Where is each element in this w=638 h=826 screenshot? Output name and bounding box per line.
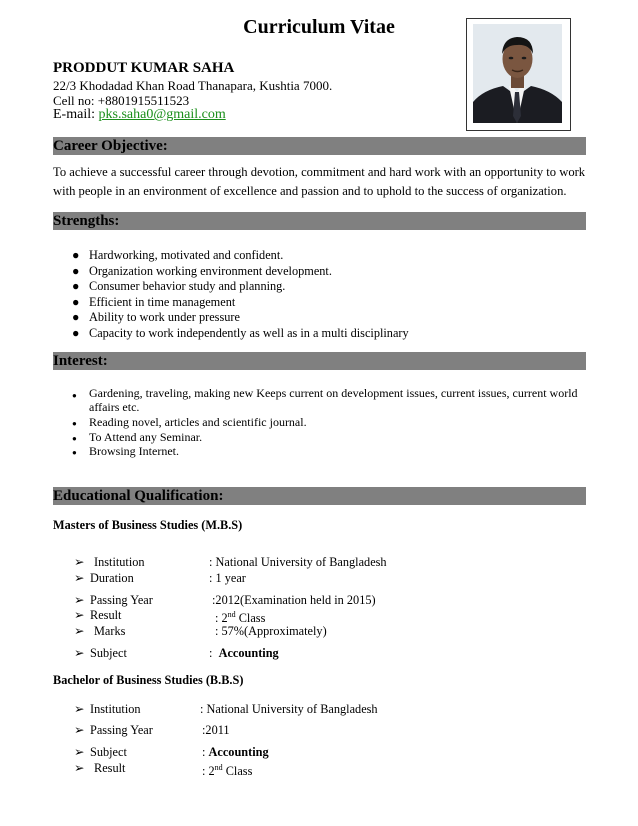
list-item	[70, 295, 409, 311]
list-item-text: Ability to work under pressure	[89, 310, 240, 324]
list-item-text: Capacity to work independently as well as in a multi disciplinary	[89, 325, 409, 340]
arrow-bullet-icon: ➢	[74, 624, 85, 638]
disc-bullet-icon: ●	[72, 433, 77, 443]
row-value	[202, 744, 269, 760]
section-strengths: Strengths:	[53, 212, 586, 230]
bbs-heading: Bachelor of Business Studies (B.B.S)	[53, 673, 244, 687]
subject-prefix: :	[202, 745, 209, 759]
row-label: Result	[94, 761, 126, 775]
disc-bullet-icon: ●	[72, 279, 80, 293]
arrow-bullet-icon: ➢	[74, 608, 85, 622]
subject-value: Accounting	[218, 646, 279, 660]
result-sup: nd	[227, 610, 236, 619]
page-title: Curriculum Vitae	[243, 16, 395, 38]
row-value: : 1 year	[209, 571, 246, 585]
arrow-bullet-icon: ➢	[74, 723, 85, 737]
address-text: 22/3 Khodadad Khan Road Thanapara, Kushtia 7000.	[53, 78, 333, 93]
list-item	[70, 248, 409, 264]
list-item	[70, 264, 409, 280]
contact-block	[53, 78, 332, 108]
profile-photo	[466, 18, 571, 131]
row-value: : 57%(Approximately)	[215, 624, 327, 638]
portrait-icon	[473, 24, 562, 123]
email-link[interactable]: pks.saha0@gmail.com	[98, 107, 226, 122]
result-prefix: : 2	[202, 764, 215, 779]
list-item	[70, 310, 409, 326]
list-item	[70, 444, 580, 459]
list-item-text: Hardworking, motivated and confident.	[89, 248, 284, 262]
list-item	[70, 279, 409, 295]
row-label: Passing Year	[90, 593, 153, 607]
disc-bullet-icon: ●	[72, 248, 80, 262]
row-label: Result	[90, 608, 122, 622]
row-label: Marks	[94, 624, 126, 638]
list-item-text: To Attend any Seminar.	[89, 429, 203, 444]
row-value: : National University of Bangladesh	[209, 555, 387, 569]
arrow-bullet-icon: ➢	[74, 745, 85, 759]
cell-text: Cell no: +8801915511523	[53, 93, 190, 108]
list-item-text: Gardening, traveling, making new Keeps current on development issues, current issues, current world affairs etc.	[89, 386, 578, 414]
row-value	[202, 760, 252, 779]
list-item	[70, 387, 580, 414]
disc-bullet-icon: ●	[72, 263, 80, 278]
arrow-bullet-icon: ➢	[74, 646, 85, 660]
disc-bullet-icon: ●	[72, 310, 80, 324]
row-value: :2011	[202, 723, 230, 737]
list-item	[70, 326, 409, 342]
result-prefix: : 2	[215, 611, 228, 626]
disc-bullet-icon: ●	[72, 294, 80, 309]
section-career-objective: Career Objective:	[53, 137, 586, 155]
email-label: E-mail:	[53, 107, 99, 122]
disc-bullet-icon: ●	[72, 419, 77, 428]
row-label: Institution	[94, 555, 145, 569]
section-education: Educational Qualification:	[53, 487, 586, 505]
subject-value: Accounting	[208, 745, 269, 759]
list-item-text: Consumer behavior study and planning.	[89, 279, 286, 293]
interests-list	[70, 387, 580, 459]
list-item-text: Efficient in time management	[89, 294, 236, 309]
result-tail: Class	[235, 611, 266, 626]
row-label: Institution	[90, 702, 141, 716]
arrow-bullet-icon: ➢	[74, 761, 85, 775]
row-value	[209, 645, 279, 661]
arrow-bullet-icon: ➢	[74, 571, 85, 585]
section-interest: Interest:	[53, 352, 586, 370]
disc-bullet-icon: ●	[72, 448, 77, 457]
row-label: Subject	[90, 745, 127, 759]
list-item-text: Browsing Internet.	[89, 444, 179, 458]
row-value: :2012(Examination held in 2015)	[212, 593, 376, 607]
arrow-bullet-icon: ➢	[74, 555, 85, 569]
list-item-text: Organization working environment development.	[89, 263, 332, 278]
result-tail: Class	[222, 764, 253, 779]
result-sup: nd	[214, 763, 223, 772]
row-label: Passing Year	[90, 723, 153, 737]
career-objective-text: To achieve a successful career through devotion, commitment and hard work with an opportunity to work with people in an environment of excellence and passion and to uphold to the success of organization.	[53, 165, 586, 198]
list-item-text: Reading novel, articles and scientific journal.	[89, 415, 307, 429]
arrow-bullet-icon: ➢	[74, 702, 85, 716]
mbs-heading: Masters of Business Studies (M.B.S)	[53, 518, 243, 532]
strengths-list	[70, 248, 409, 341]
arrow-bullet-icon: ➢	[74, 593, 85, 607]
list-item	[70, 430, 580, 445]
row-label: Subject	[90, 646, 127, 660]
subject-prefix: :	[209, 646, 219, 660]
disc-bullet-icon: ●	[72, 325, 80, 340]
row-label: Duration	[90, 571, 134, 585]
candidate-name: PRODDUT KUMAR SAHA	[53, 60, 235, 76]
disc-bullet-icon: ●	[72, 391, 77, 400]
row-value: : National University of Bangladesh	[200, 702, 378, 716]
email-line	[53, 107, 226, 123]
list-item	[70, 415, 580, 430]
